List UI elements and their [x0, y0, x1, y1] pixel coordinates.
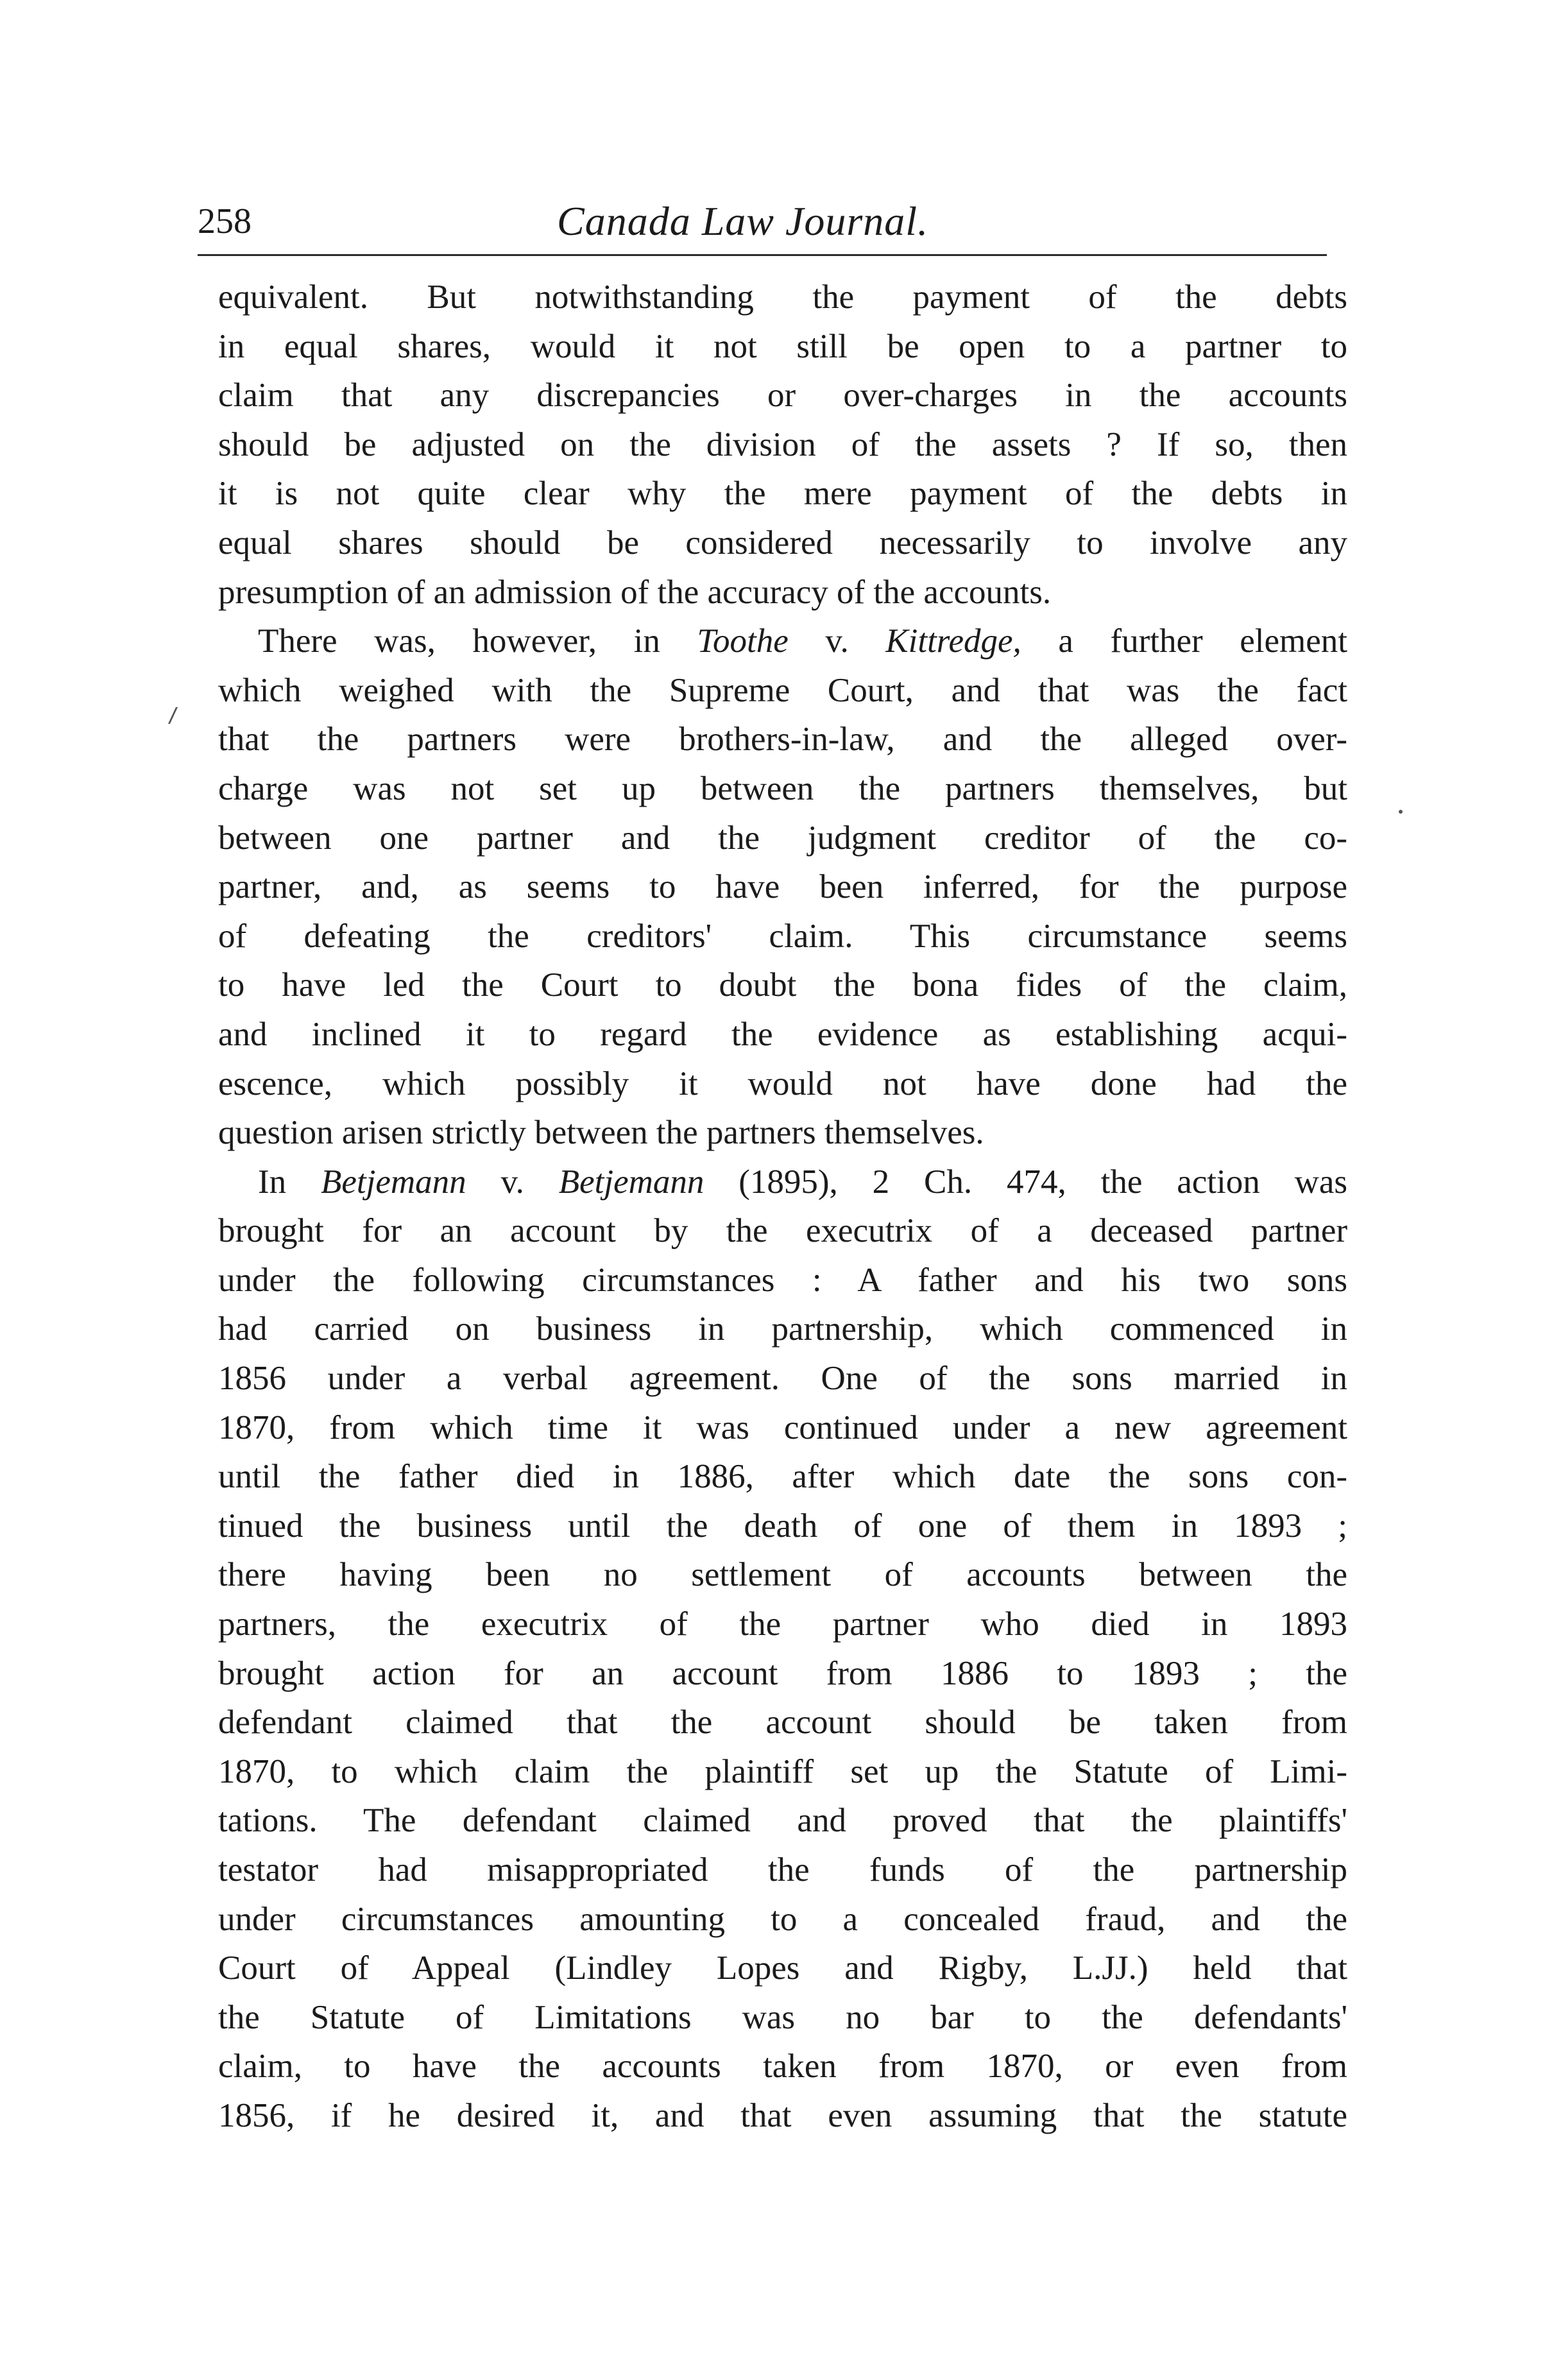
text-line: until the father died in 1886, after which date the sons con- [218, 1458, 1347, 1496]
header-rule [198, 254, 1327, 256]
text-line: under the following circumstances : A father and his two sons [218, 1261, 1347, 1299]
text-line: Court of Appeal (Lindley Lopes and Rigby, L.JJ.) held that [218, 1949, 1347, 1987]
text-line: equal shares should be considered necessarily to involve any [218, 524, 1347, 561]
margin-dot [1399, 810, 1403, 814]
case-name: Kittredge, [885, 622, 1021, 660]
text-line: question arisen strictly between the partners themselves. [218, 1114, 984, 1152]
text-line: 1856, if he desired it, and that even assuming that the statute [218, 2096, 1347, 2134]
text-line: charge was not set up between the partners themselves, but [218, 769, 1347, 807]
case-name: Toothe [697, 622, 789, 660]
text-line [218, 617, 1347, 666]
text-line: between one partner and the judgment creditor of the co- [218, 819, 1347, 857]
text-run: (1895), 2 Ch. 474, the action was [704, 1163, 1347, 1201]
text-line: that the partners were brothers-in-law, and the alleged over- [218, 721, 1347, 758]
text-run: In [258, 1163, 321, 1201]
text-line: to have led the Court to doubt the bona fides of the claim, [218, 966, 1347, 1004]
text-line: testator had misappropriated the funds of the partnership [218, 1851, 1347, 1888]
text-line: escence, which possibly it would not have done had the [218, 1065, 1347, 1102]
text-line: should be adjusted on the division of the assets ? If so, then [218, 425, 1347, 463]
body-text [218, 273, 1347, 2141]
text-line: brought for an account by the executrix of a deceased partner [218, 1212, 1347, 1250]
text-line: presumption of an admission of the accuracy of the accounts. [218, 573, 1052, 611]
paragraph-3 [218, 1158, 1347, 2141]
case-name: Betjemann [558, 1163, 704, 1201]
text-line: it is not quite clear why the mere payment of the debts in [218, 475, 1347, 513]
page-number: 258 [198, 201, 252, 241]
text-line: claim, to have the accounts taken from 1870, or even from [218, 2048, 1347, 2085]
text-line: of defeating the creditors' claim. This circumstance seems [218, 917, 1347, 955]
text-line: under circumstances amounting to a concealed fraud, and the [218, 1900, 1347, 1938]
text-run: v. [788, 622, 886, 660]
text-line: defendant claimed that the account should be taken from [218, 1704, 1347, 1742]
running-title: Canada Law Journal. [557, 198, 929, 244]
text-line: in equal shares, would it not still be open to a partner to [218, 327, 1347, 365]
text-line: 1870, to which claim the plaintiff set up the Statute of Limi- [218, 1752, 1347, 1790]
text-line [218, 1158, 1347, 1207]
text-line: claim that any discrepancies or over-charges in the accounts [218, 377, 1347, 415]
text-line: which weighed with the Supreme Court, and that was the fact [218, 671, 1347, 709]
paragraph-2 [218, 617, 1347, 1158]
text-line: brought action for an account from 1886 to 1893 ; the [218, 1654, 1347, 1692]
text-line: and inclined it to regard the evidence as establishing acqui- [218, 1015, 1347, 1053]
margin-mark [168, 707, 182, 724]
text-run: a further element [1021, 622, 1347, 660]
case-name: Betjemann [321, 1163, 466, 1201]
text-line: tations. The defendant claimed and proved that the plaintiffs' [218, 1802, 1347, 1840]
text-line: 1870, from which time it was continued under a new agreement [218, 1408, 1347, 1446]
text-run: There was, however, in [258, 622, 697, 660]
text-line: partner, and, as seems to have been inferred, for the purpose [218, 868, 1347, 906]
text-line: equivalent. But notwithstanding the payment of the debts [218, 278, 1347, 316]
text-line: 1856 under a verbal agreement. One of the sons married in [218, 1360, 1347, 1398]
text-line: the Statute of Limitations was no bar to the defendants' [218, 1998, 1347, 2036]
text-line: partners, the executrix of the partner who died in 1893 [218, 1605, 1347, 1643]
paragraph-1 [218, 273, 1347, 617]
text-line: there having been no settlement of accounts between the [218, 1556, 1347, 1594]
page-header [198, 193, 1327, 263]
text-line: tinued the business until the death of one of them in 1893 ; [218, 1507, 1347, 1545]
text-line: had carried on business in partnership, which commenced in [218, 1310, 1347, 1348]
text-run: v. [466, 1163, 559, 1201]
